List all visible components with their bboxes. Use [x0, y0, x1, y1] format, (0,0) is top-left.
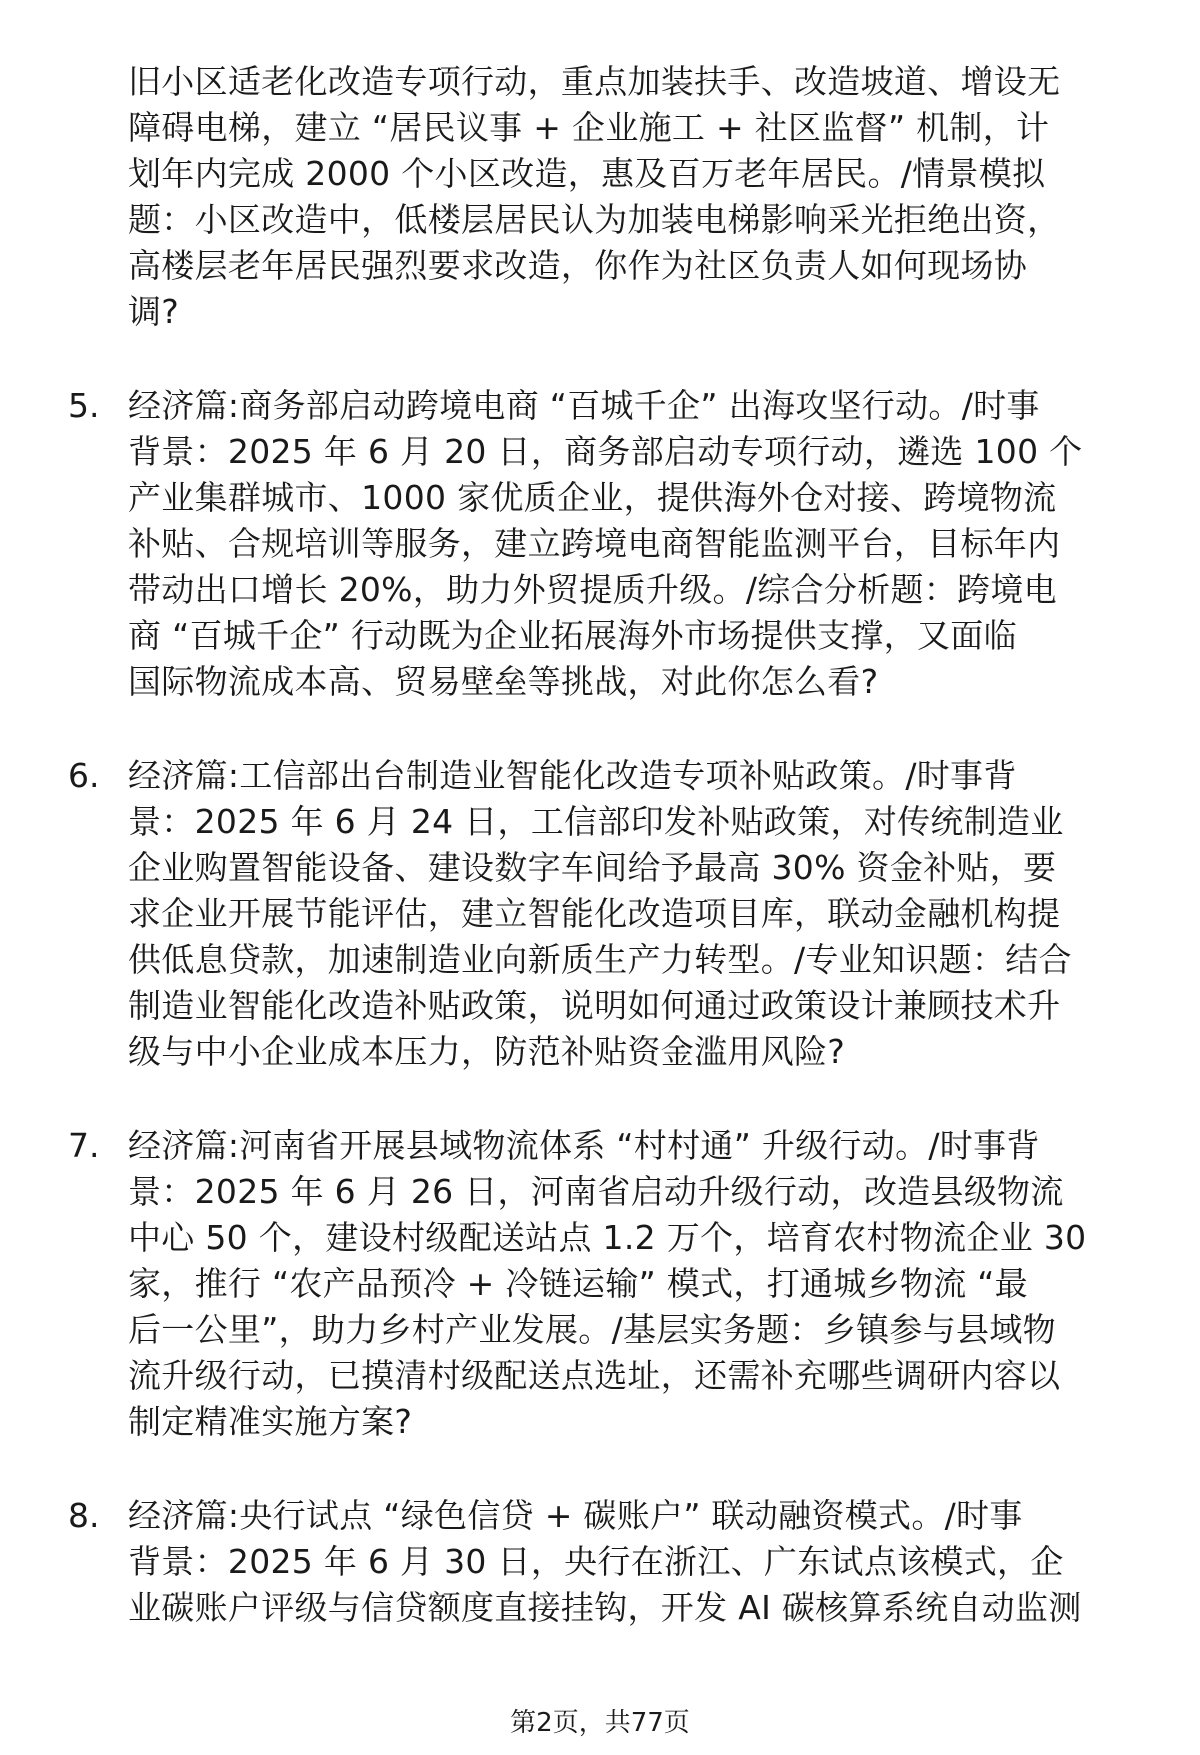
item-line: 背景：2025 年 6 月 30 日，央行在浙江、广东试点该模式，企 [128, 1542, 1064, 1581]
intro-line: 调? [128, 292, 180, 331]
item-line: 经济篇:工信部出台制造业智能化改造专项补贴政策。/时事背 [128, 756, 1017, 795]
item-number: 6. [68, 756, 100, 795]
item-line: 业碳账户评级与信贷额度直接挂钩，开发 AI 碳核算系统自动监测 [128, 1588, 1082, 1627]
item-line: 求企业开展节能评估，建立智能化改造项目库，联动金融机构提 [128, 894, 1061, 933]
item-line: 商 “百城千企” 行动既为企业拓展海外市场提供支撑，又面临 [128, 616, 1017, 655]
item-line: 级与中小企业成本压力，防范补贴资金滥用风险? [128, 1032, 846, 1071]
item-line: 后一公里”，助力乡村产业发展。/基层实务题：乡镇参与县域物 [128, 1310, 1056, 1349]
intro-line: 题：小区改造中，低楼层居民认为加装电梯影响采光拒绝出资， [128, 200, 1061, 239]
item-line: 流升级行动，已摸清村级配送点选址，还需补充哪些调研内容以 [128, 1356, 1061, 1395]
item-line: 中心 50 个，建设村级配送站点 1.2 万个，培育农村物流企业 30 [128, 1218, 1087, 1257]
intro-line: 高楼层老年居民强烈要求改造，你作为社区负责人如何现场协 [128, 246, 1028, 285]
item-line: 补贴、合规培训等服务，建立跨境电商智能监测平台，目标年内 [128, 524, 1061, 563]
page-number: 第2页，共77页 [510, 1708, 690, 1738]
item-line: 家，推行 “农产品预冷 + 冷链运输” 模式，打通城乡物流 “最 [128, 1264, 1028, 1303]
item-line: 经济篇:央行试点 “绿色信贷 + 碳账户” 联动融资模式。/时事 [128, 1496, 1023, 1535]
item-number: 7. [68, 1126, 100, 1165]
intro-line: 障碍电梯，建立 “居民议事 + 企业施工 + 社区监督” 机制，计 [128, 108, 1050, 147]
item-line: 制造业智能化改造补贴政策，说明如何通过政策设计兼顾技术升 [128, 986, 1061, 1025]
item-line: 国际物流成本高、贸易壁垒等挑战，对此你怎么看? [128, 662, 879, 701]
item-number: 5. [68, 386, 100, 425]
item-line: 带动出口增长 20%，助力外贸提质升级。/综合分析题：跨境电 [128, 570, 1057, 609]
item-line: 制定精准实施方案? [128, 1402, 413, 1441]
item-line: 产业集群城市、1000 家优质企业，提供海外仓对接、跨境物流 [128, 478, 1057, 517]
item-line: 景：2025 年 6 月 24 日，工信部印发补贴政策，对传统制造业 [128, 802, 1064, 841]
item-number: 8. [68, 1496, 100, 1535]
item-line: 供低息贷款，加速制造业向新质生产力转型。/专业知识题：结合 [128, 940, 1072, 979]
intro-line: 旧小区适老化改造专项行动，重点加装扶手、改造坡道、增设无 [128, 62, 1061, 101]
item-line: 经济篇:河南省开展县域物流体系 “村村通” 升级行动。/时事背 [128, 1126, 1040, 1165]
item-line: 景：2025 年 6 月 26 日，河南省启动升级行动，改造县级物流 [128, 1172, 1064, 1211]
item-line: 企业购置智能设备、建设数字车间给予最高 30% 资金补贴，要 [128, 848, 1057, 887]
item-line: 经济篇:商务部启动跨境电商 “百城千企” 出海攻坚行动。/时事 [128, 386, 1040, 425]
item-line: 背景：2025 年 6 月 20 日，商务部启动专项行动，遴选 100 个 [128, 432, 1083, 471]
intro-line: 划年内完成 2000 个小区改造，惠及百万老年居民。/情景模拟 [128, 154, 1046, 193]
